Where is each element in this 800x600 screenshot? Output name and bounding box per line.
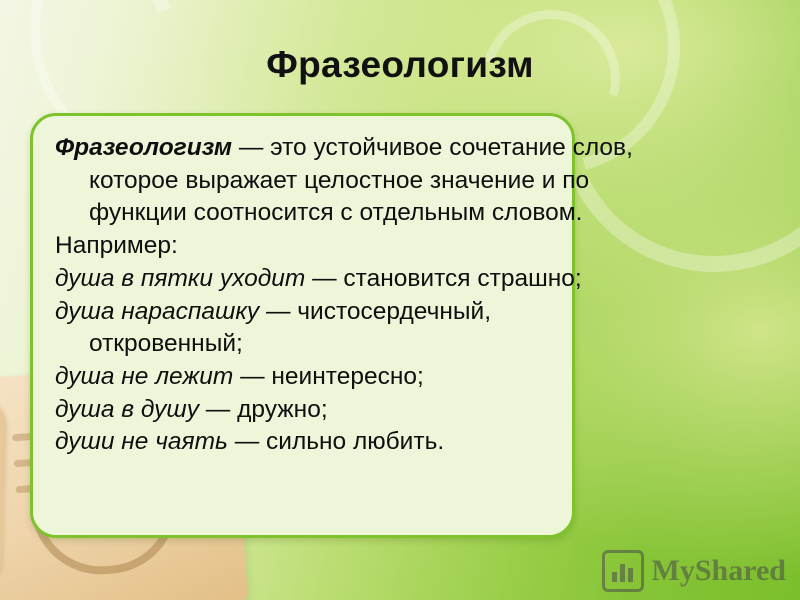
page-title: Фразеологизм: [266, 44, 534, 85]
definition-text-run: душа в душу: [55, 395, 199, 423]
bar-chart-bar: [628, 568, 633, 582]
definition-line: [55, 132, 633, 165]
definition-line: [55, 230, 550, 263]
definition-line: [55, 263, 582, 296]
definition-line: [55, 426, 550, 459]
definition-text-run: откровенный;: [89, 330, 243, 358]
definition-text-run: душа нараспашку: [55, 297, 260, 325]
definition-line: [55, 394, 550, 427]
definition-text: [55, 132, 633, 459]
definition-text-run: функции соотносится с отдельным словом.: [89, 199, 583, 227]
definition-text-run: душа в пятки уходит: [55, 264, 306, 292]
definition-text-run: — сильно любить.: [227, 428, 445, 456]
watermark-label: MyShared: [651, 554, 786, 587]
definition-text-run: Фразеологизм: [55, 134, 233, 161]
watermark: [602, 550, 786, 592]
definition-line: [55, 361, 550, 394]
content-panel: [30, 113, 633, 538]
definition-line: [55, 328, 550, 361]
definition-line: [55, 197, 583, 230]
definition-text-run: душа не лежит: [55, 362, 234, 390]
definition-line: [55, 165, 590, 198]
definition-text-run: Например:: [55, 232, 178, 260]
bar-chart-icon: [602, 550, 644, 592]
definition-line: [55, 296, 550, 329]
definition-text-run: — это устойчивое сочетание слов,: [232, 134, 633, 161]
definition-text-run: души не чаять: [55, 428, 228, 456]
bar-chart-bar: [620, 564, 625, 582]
definition-text-run: — становится страшно;: [305, 264, 582, 292]
definition-text-run: — чистосердечный,: [259, 297, 492, 325]
bar-chart-bar: [612, 572, 617, 582]
definition-text-run: — дружно;: [199, 395, 328, 423]
definition-text-run: которое выражает целостное значение и по: [89, 166, 590, 194]
definition-text-run: — неинтересно;: [233, 362, 424, 390]
